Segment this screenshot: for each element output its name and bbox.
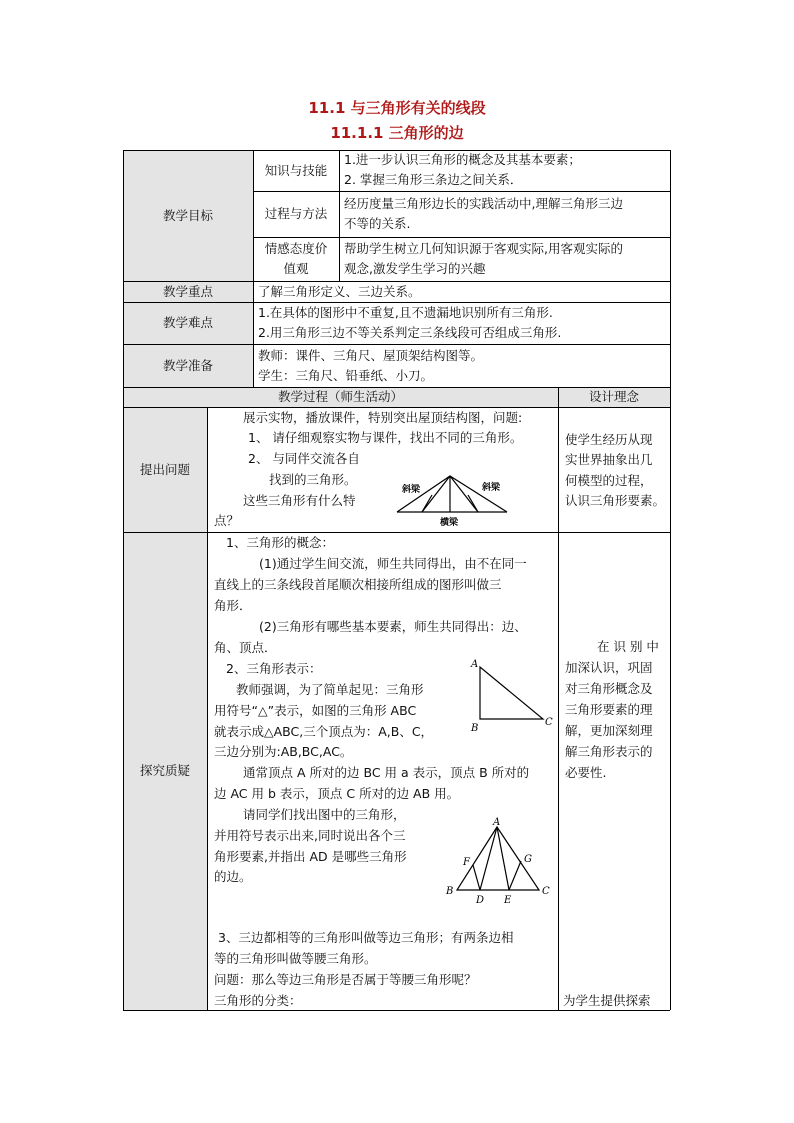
- table-border: [123, 344, 670, 345]
- table-border: [253, 191, 670, 192]
- key-point-label: 教学重点: [123, 281, 253, 302]
- explore-line4: 角形．: [214, 598, 252, 613]
- raise-line5: 这些三角形有什么特: [243, 493, 356, 508]
- explore-line20: 问题：那么等边三角形是否属于等腰三角形呢？: [214, 972, 477, 987]
- goal-label-knowledge: 知识与技能: [264, 162, 328, 178]
- table-border: [123, 1010, 670, 1011]
- raise-concept-line3: 何模型的过程，: [565, 473, 653, 488]
- explore-line13: 边 AC 用 b 表示，顶点 C 所对的边 AB 用。: [214, 786, 460, 801]
- table-border: [123, 387, 670, 388]
- explore-concept-line3: 对三角形概念及: [565, 681, 653, 696]
- explore-concept-line5: 解，更加深刻理: [565, 723, 653, 738]
- preparation-line2: 学生：三角尺、铅垂纸、小刀。: [258, 368, 434, 383]
- goal-label-process: 过程与方法: [264, 206, 328, 221]
- fig1-label-b: B: [471, 723, 479, 734]
- explore-line16: 角形要素,并指出 AD 是哪些三角形: [214, 849, 407, 864]
- fig1-label-a: A: [471, 659, 479, 670]
- fig2-label-e: E: [504, 895, 512, 906]
- table-border: [253, 237, 670, 238]
- explore-line3: 直线上的三条线段首尾顺次相接所组成的图形叫做三: [214, 577, 502, 592]
- explore-concept-line2: 加深认识，巩固: [565, 660, 653, 675]
- table-border: [123, 150, 124, 1010]
- preparation-label: 教学准备: [123, 344, 253, 387]
- goal-process-line2: 不等的关系.: [344, 216, 411, 231]
- raise-concept-line2: 实世界抽象出几: [565, 452, 653, 467]
- explore-concept-line6: 解三角形表示的: [565, 744, 653, 759]
- explore-line8: 教师强调，为了简单起见：三角形: [236, 682, 424, 697]
- raise-line3: 2、 与同伴交流各自: [248, 451, 360, 466]
- goal-knowledge-line2: 2. 掌握三角形三条边之间关系．: [344, 172, 523, 187]
- explore-concept-line1: 在 识 别 中: [597, 639, 659, 654]
- triangle-cevians-figure: [442, 815, 557, 907]
- explore-line11: 三边分别为:AB,BC,AC。: [214, 744, 353, 759]
- roof-left-beam-label: 斜梁: [402, 485, 421, 495]
- explore-line14: 请同学们找出图中的三角形，: [243, 807, 406, 822]
- subsection-title: 11.1.1 三角形的边: [330, 124, 464, 142]
- fig2-label-b: B: [446, 886, 454, 897]
- explore-line12: 通常顶点 A 所对的边 BC 用 a 表示，顶点 B 所对的: [243, 765, 530, 780]
- roof-right-beam-label: 斜梁: [482, 483, 501, 493]
- explore-line15: 并用符号表示出来,同时说出各个三: [214, 828, 406, 843]
- table-border: [207, 407, 208, 1010]
- explore-line17: 的边。: [214, 869, 252, 884]
- explore-line9: 用符号“△”表示，如图的三角形 ABC: [214, 703, 417, 718]
- raise-concept-line1: 使学生经历从现: [565, 432, 653, 447]
- table-border: [339, 150, 340, 281]
- table-border: [670, 150, 671, 1010]
- goal-process-line1: 经历度量三角形边长的实践活动中,理解三角形三边: [344, 196, 623, 211]
- goal-label-emotion-line1: 情感态度价: [264, 241, 328, 256]
- section-title: 11.1 与三角形有关的线段: [308, 99, 486, 117]
- explore-concept-bottom: 为学生提供探索: [563, 993, 651, 1008]
- raise-concept-line4: 认识三角形要素。: [565, 493, 666, 508]
- raise-label: 提出问题: [123, 407, 207, 532]
- table-border: [558, 387, 559, 1010]
- table-border: [123, 281, 670, 282]
- explore-line7: 2、三角形表示：: [226, 661, 322, 676]
- fig2-label-g: G: [524, 854, 532, 865]
- difficulty-line1: 1.在具体的图形中不重复,且不遗漏地识别所有三角形.: [258, 305, 553, 320]
- explore-line5: (2)三角形有哪些基本要素，师生共同得出：边、: [259, 619, 527, 634]
- roof-truss-figure: [392, 470, 514, 530]
- explore-line6: 角、顶点．: [214, 640, 277, 655]
- table-border: [123, 302, 670, 303]
- explore-concept-line7: 必要性.: [565, 765, 607, 780]
- fig2-label-f: F: [463, 857, 470, 868]
- difficulty-label: 教学难点: [123, 302, 253, 344]
- explore-line21: 三角形的分类：: [214, 993, 302, 1008]
- table-border: [253, 150, 254, 387]
- roof-bottom-beam-label: 横梁: [440, 518, 459, 528]
- raise-line1: 展示实物，播放课件，特别突出屋顶结构图，问题:: [243, 410, 523, 425]
- goal-label-emotion: [253, 237, 339, 281]
- concept-header: 设计理念: [558, 387, 670, 407]
- goal-emotion-line1: 帮助学生树立几何知识源于客观实际,用客观实际的: [344, 241, 623, 256]
- explore-line10: 就表示成△ABC,三个顶点为：A,B、C，: [214, 724, 434, 739]
- table-border: [123, 150, 670, 151]
- process-header: 教学过程（师生活动）: [123, 387, 558, 407]
- explore-line18: 3、三边都相等的三角形叫做等边三角形；有两条边相: [218, 930, 514, 945]
- fig2-label-c: C: [542, 886, 550, 897]
- fig1-label-c: C: [545, 717, 553, 728]
- explore-label: 探究质疑: [123, 532, 207, 1010]
- difficulty-line2: 2.用三角形三边不等关系判定三条线段可否组成三角形.: [258, 325, 562, 340]
- raise-line4: 找到的三角形。: [269, 472, 357, 487]
- fig2-label-d: D: [476, 895, 485, 906]
- raise-line6: 点？: [214, 513, 240, 528]
- goals-label: 教学目标: [123, 150, 253, 281]
- fig2-label-a: A: [493, 817, 501, 828]
- preparation-line1: 教师：课件、三角尺、屋顶架结构图等。: [258, 348, 484, 363]
- explore-line1: 1、三角形的概念：: [226, 535, 334, 550]
- goal-knowledge-line1: 1.进一步认识三角形的概念及其基本要素；: [344, 152, 581, 167]
- key-point-text: 了解三角形定义、三边关系。: [258, 284, 421, 299]
- raise-line2: 1、 请仔细观察实物与课件，找出不同的三角形。: [248, 430, 523, 445]
- triangle-abc-figure: [465, 655, 560, 737]
- goal-emotion-line2: 观念,激发学生学习的兴趣: [344, 261, 486, 276]
- table-border: [123, 532, 670, 533]
- table-border: [123, 407, 670, 408]
- explore-line2: (1)通过学生间交流，师生共同得出，由不在同一: [259, 556, 527, 571]
- explore-concept-line4: 三角形要素的理: [565, 702, 653, 717]
- goal-label-emotion-line2: 值观: [283, 261, 309, 276]
- explore-line19: 等的三角形叫做等腰三角形。: [214, 951, 377, 966]
